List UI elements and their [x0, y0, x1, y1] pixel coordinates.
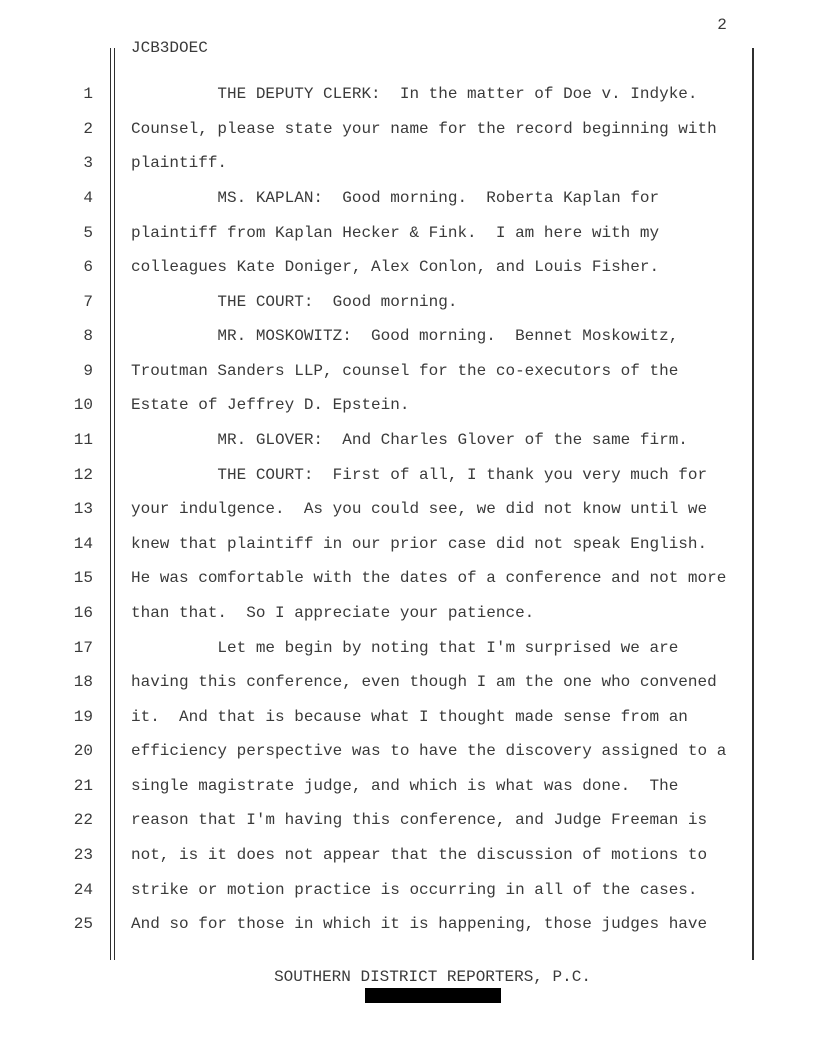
line-text: efficiency perspective was to have the discovery assigned to a	[131, 742, 727, 761]
transcript-line	[0, 388, 816, 423]
line-text: THE COURT: Good morning.	[131, 292, 458, 311]
line-number: 14	[73, 534, 93, 553]
transcript-line	[0, 734, 816, 769]
line-text: He was comfortable with the dates of a conference and not more	[131, 569, 727, 588]
line-number: 12	[73, 465, 93, 484]
line-number: 6	[83, 258, 93, 277]
line-text: THE DEPUTY CLERK: In the matter of Doe v. Indyke.	[131, 85, 698, 104]
transcript-line	[0, 77, 816, 112]
line-text: Counsel, please state your name for the record beginning with	[131, 119, 717, 138]
line-text: Estate of Jeffrey D. Epstein.	[131, 396, 410, 415]
line-number: 4	[83, 189, 93, 208]
line-number: 16	[73, 603, 93, 622]
document-id: JCB3DOEC	[131, 39, 208, 57]
line-number: 23	[73, 846, 93, 864]
transcript-line	[0, 284, 816, 319]
line-number: 9	[83, 361, 93, 380]
transcript-line	[0, 769, 816, 804]
transcript-line	[0, 665, 816, 700]
line-text: than that. So I appreciate your patience.	[131, 603, 535, 622]
line-number: 17	[73, 638, 93, 657]
line-number: 3	[83, 154, 93, 173]
transcript-line	[0, 492, 816, 527]
line-number: 20	[73, 742, 93, 761]
reporter-name: SOUTHERN DISTRICT REPORTERS, P.C.	[274, 968, 591, 986]
transcript-lines	[0, 77, 816, 941]
transcript-line	[0, 457, 816, 492]
transcript-line	[0, 907, 816, 942]
line-number: 11	[73, 431, 93, 450]
line-text: having this conference, even though I am the one who convened	[131, 673, 717, 692]
transcript-line	[0, 181, 816, 216]
transcript-line	[0, 250, 816, 285]
line-number: 8	[83, 327, 93, 346]
line-number: 18	[73, 673, 93, 692]
line-number: 22	[73, 811, 93, 830]
line-number: 2	[83, 119, 93, 138]
line-text: plaintiff.	[131, 154, 228, 173]
transcript-line	[0, 527, 816, 562]
line-text: colleagues Kate Doniger, Alex Conlon, and Louis Fisher.	[131, 258, 660, 277]
line-text: THE COURT: First of all, I thank you very much for	[131, 465, 708, 484]
line-text: not, is it does not appear that the discussion of motions to	[131, 846, 708, 864]
line-number: 13	[73, 500, 93, 519]
line-number: 25	[73, 915, 93, 934]
line-text: reason that I'm having this conference, and Judge Freeman is	[131, 811, 708, 830]
line-text: And so for those in which it is happening, those judges have	[131, 915, 708, 934]
line-number: 1	[83, 85, 93, 104]
transcript-line	[0, 872, 816, 907]
transcript-line	[0, 423, 816, 458]
line-text: MR. GLOVER: And Charles Glover of the same firm.	[131, 431, 688, 450]
transcript-line	[0, 215, 816, 250]
line-text: strike or motion practice is occurring in all of the cases.	[131, 880, 698, 899]
transcript-line	[0, 561, 816, 596]
line-text: it. And that is because what I thought made sense from an	[131, 707, 688, 726]
transcript-line	[0, 803, 816, 838]
transcript-line	[0, 630, 816, 665]
line-text: plaintiff from Kaplan Hecker & Fink. I am here with my	[131, 223, 660, 242]
line-text: knew that plaintiff in our prior case did not speak English.	[131, 534, 708, 553]
transcript-line	[0, 699, 816, 734]
line-text: MR. MOSKOWITZ: Good morning. Bennet Moskowitz,	[131, 327, 679, 346]
line-text: Troutman Sanders LLP, counsel for the co-executors of the	[131, 361, 679, 380]
line-text: MS. KAPLAN: Good morning. Roberta Kaplan for	[131, 189, 660, 208]
line-number: 24	[73, 880, 93, 899]
line-text: Let me begin by noting that I'm surprised we are	[131, 638, 679, 657]
redaction-bar	[365, 988, 501, 1003]
page-number: 2	[717, 16, 727, 34]
transcript-line	[0, 319, 816, 354]
transcript-line	[0, 838, 816, 873]
transcript-line	[0, 112, 816, 147]
line-number: 7	[83, 292, 93, 311]
line-text: single magistrate judge, and which is what was done. The	[131, 776, 679, 795]
line-number: 5	[83, 223, 93, 242]
transcript-line	[0, 146, 816, 181]
transcript-line	[0, 354, 816, 389]
line-number: 19	[73, 707, 93, 726]
line-number: 15	[73, 569, 93, 588]
transcript-line	[0, 596, 816, 631]
page-footer	[112, 968, 753, 1003]
line-text: your indulgence. As you could see, we did not know until we	[131, 500, 708, 519]
line-number: 21	[73, 776, 93, 795]
line-number: 10	[73, 396, 93, 415]
